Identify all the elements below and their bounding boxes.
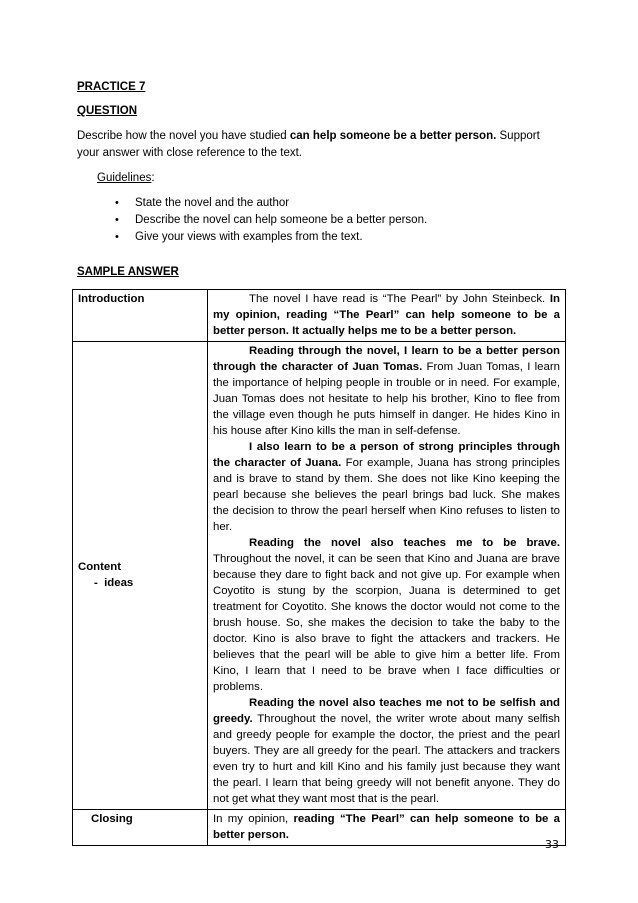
content-paragraph-1 xyxy=(213,343,560,439)
guidelines-colon: : xyxy=(151,172,155,184)
p2-bold: I also learn to be a person of strong principles through the character of Juana. xyxy=(213,441,560,469)
guideline-text: Describe the novel can help someone be a better person. xyxy=(135,214,428,226)
page-number: 33 xyxy=(545,838,559,851)
content-label: Content xyxy=(78,561,122,573)
question-heading: QUESTION xyxy=(77,105,138,117)
p4-bold: Reading the novel also teaches me not to be selfish and greedy. xyxy=(213,697,560,725)
p2-text: For example, Juana has strong principles and is brave to stand by them. She does not like Kino keeping the pearl because she believes the pearl brings bad luck. She makes the decision to throw the pearl herself when Kino refuses to listen to her. xyxy=(213,457,560,533)
closing-bold: reading “The Pearl” can help someone to be a better person. xyxy=(213,813,560,841)
guideline-text: Give your views with examples from the text. xyxy=(135,231,363,243)
p1-text: From Juan Tomas, I learn the importance of helping people in trouble or in need. For example, Juan Tomas does not hesitate to help his brother, Kino to flee from the village even though he puts himself in danger. He hides Kino in his house after Kino kills the man in self-defense. xyxy=(213,361,560,437)
introduction-body xyxy=(208,290,566,342)
guidelines-label xyxy=(97,171,155,185)
content-sublabel xyxy=(78,575,202,591)
bullet-icon: • xyxy=(115,197,119,209)
table-row-closing xyxy=(73,810,566,846)
guideline-item xyxy=(113,229,427,246)
content-label-cell xyxy=(73,342,208,810)
content-body xyxy=(208,342,566,810)
introduction-bold: In my opinion, reading “The Pearl” can help someone to be a better person. It actually helps me to be a better person. xyxy=(213,293,560,337)
p3-text: Throughout the novel, it can be seen that Kino and Juana are brave because they dare to fight back and not give up. For example when Coyotito is stung by the scorpion, Juana is determined to get treatment for Coyotito. She knows the doctor would not come to the brush house. So, she makes the decision to take the baby to the doctor. Kino is also brave to fight the attackers and trackers. He believes that the pearl will be able to give him a better life. From Kino, I learn that I need to be brave when I face difficulties or problems. xyxy=(213,553,560,693)
practice-title: PRACTICE 7 xyxy=(77,81,146,93)
closing-label: Closing xyxy=(73,810,208,846)
p1-bold: Reading through the novel, I learn to be a better person through the character of Juan Tomas. xyxy=(213,345,560,373)
question-bold: can help someone be a better person. xyxy=(289,130,497,142)
closing-body xyxy=(208,810,566,846)
sample-answer-heading: SAMPLE ANSWER xyxy=(77,266,179,278)
p4-text: Throughout the novel, the writer wrote about many selfish and greedy people for example the doctor, the priest and the pearl buyers. They are all greedy for the pearl. The attackers and trackers even try to hurt and kill Kino and his family just because they want the pearl. I learn that being greedy will not benefit anyone. They do not get what they want most that is the pearl. xyxy=(213,713,560,805)
introduction-text: The novel I have read is “The Pearl” by John Steinbeck. xyxy=(249,293,550,305)
guidelines-list xyxy=(113,195,427,246)
bullet-icon: • xyxy=(115,214,119,226)
guidelines-label-text: Guidelines xyxy=(97,172,152,184)
p3-bold: Reading the novel also teaches me to be brave. xyxy=(249,537,560,549)
content-paragraph-2 xyxy=(213,439,560,535)
sublabel-dash: - xyxy=(94,577,98,589)
content-paragraph-3 xyxy=(213,535,560,695)
sample-answer-table xyxy=(72,289,566,846)
question-part2: Support your answer with close reference to the text. xyxy=(77,130,540,159)
content-paragraph-4 xyxy=(213,695,560,807)
guideline-item xyxy=(113,195,427,212)
guideline-text: State the novel and the author xyxy=(135,197,290,209)
table-row-introduction xyxy=(73,290,566,342)
introduction-label: Introduction xyxy=(73,290,208,342)
guideline-item xyxy=(113,212,427,229)
question-text xyxy=(77,128,562,162)
closing-text: In my opinion, xyxy=(213,813,294,825)
table-row-content xyxy=(73,342,566,810)
question-part1: Describe how the novel you have studied xyxy=(77,130,290,142)
ideas-label: ideas xyxy=(104,577,134,589)
bullet-icon: • xyxy=(115,231,119,243)
